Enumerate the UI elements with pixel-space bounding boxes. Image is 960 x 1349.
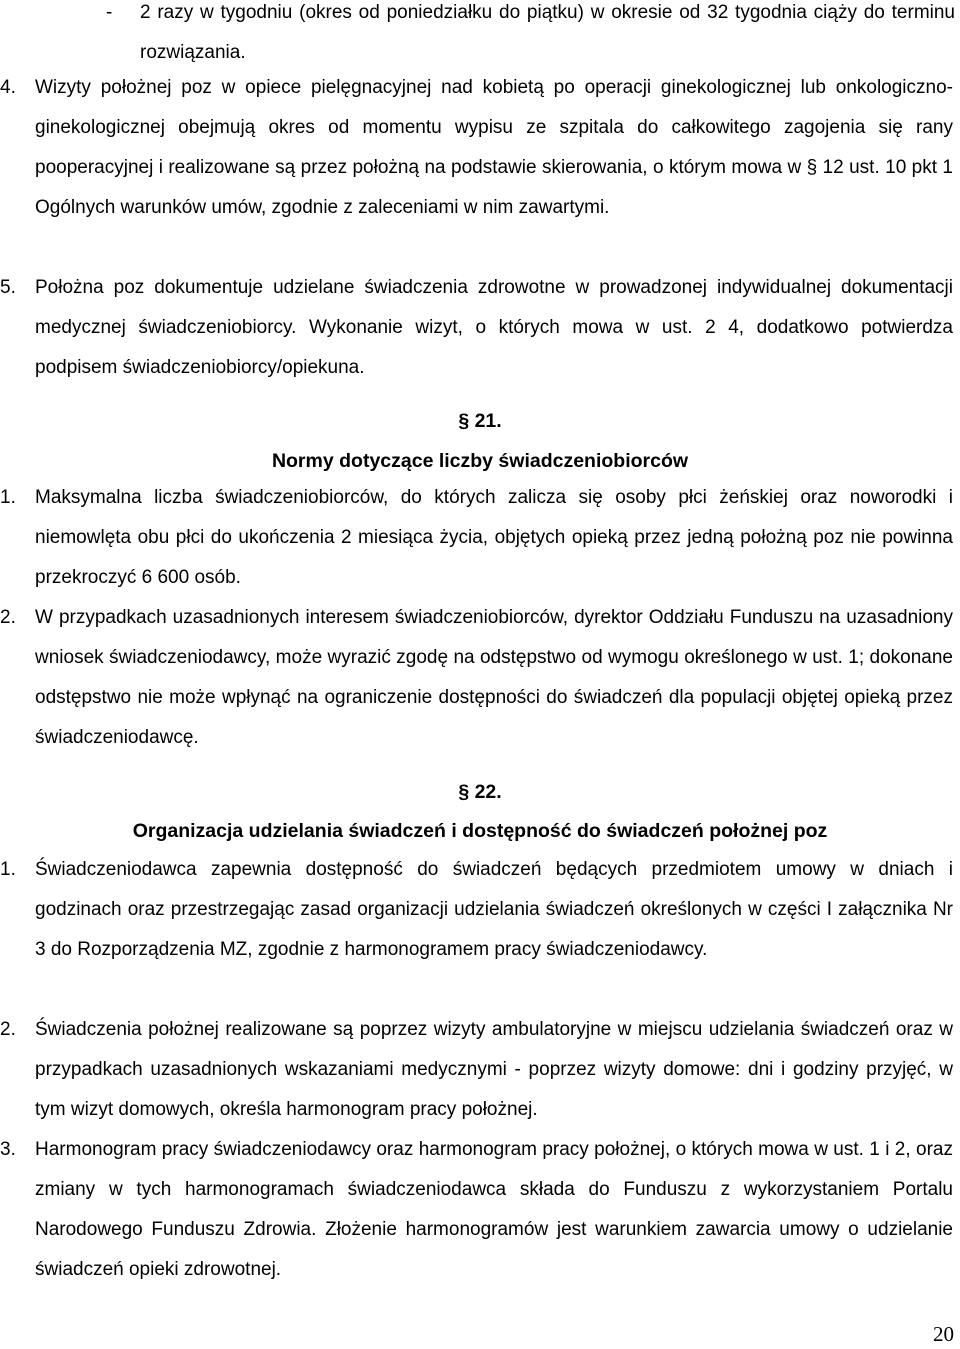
item-number: 3. bbox=[0, 1139, 16, 1160]
intro-list-item bbox=[0, 0, 960, 73]
section22-item-1 bbox=[0, 850, 960, 970]
section21-item-1 bbox=[0, 478, 960, 598]
section-title: Normy dotyczące liczby świadczeniobiorców bbox=[271, 450, 689, 472]
item-text: Położna poz dokumentuje udzielane świadczenia zdrowotne w prowadzonej indywidualnej dokumentacji medycznej świadczeniobiorcy. Wykonanie wizyt, o których mowa w ust. 2 4, dodatkowo potwierdza podpisem świadczeniobiorcy/opiekuna. bbox=[35, 277, 953, 378]
item-number: 4. bbox=[0, 77, 16, 98]
item-text: Wizyty położnej poz w opiece pielęgnacyjnej nad kobietą po operacji ginekologicznej lub onkologiczno-ginekologicznej obejmują okres od momentu wypisu ze szpitala do całkowitego zagojenia się rany pooperacyjnej i realizowane są przez położną na podstawie skierowania, o którym mowa w § 12 ust. 10 pkt 1 Ogólnych warunków umów, zgodnie z zaleceniami w nim zawartymi. bbox=[35, 77, 953, 218]
section21-item-2 bbox=[0, 598, 960, 758]
section22-item-2 bbox=[0, 1010, 960, 1130]
paragraph-item-5 bbox=[0, 268, 960, 388]
section-title: Organizacja udzielania świadczeń i dostępność do świadczeń położnej poz bbox=[132, 820, 828, 842]
section-number: § 21. bbox=[458, 410, 502, 432]
item-number: 2. bbox=[0, 607, 16, 628]
item-text: Harmonogram pracy świadczeniodawcy oraz harmonogram pracy położnej, o których mowa w ust. 1 i 2, oraz zmiany w tych harmonogramach świadczeniodawca składa do Funduszu z wykorzystaniem Portalu Narodowego Funduszu Zdrowia. Złożenie harmonogramów jest warunkiem zawarcia umowy o udzielanie świadczeń opieki zdrowotnej. bbox=[35, 1139, 953, 1280]
item-number: 5. bbox=[0, 277, 16, 298]
item-text: Maksymalna liczba świadczeniobiorców, do których zalicza się osoby płci żeńskiej oraz noworodki i niemowlęta obu płci do ukończenia 2 miesiąca życia, objętych opieką przez jedną położną poz nie powinna przekroczyć 6 600 osób. bbox=[35, 487, 953, 588]
list-item-text: 2 razy w tygodniu (okres od poniedziałku do piątku) w okresie od 32 tygodnia ciąży do terminu rozwiązania. bbox=[140, 2, 955, 63]
item-text: Świadczeniodawca zapewnia dostępność do świadczeń będących przedmiotem umowy w dniach i godzinach oraz przestrzegając zasad organizacji udzielania świadczeń określonych w części I załącznika Nr 3 do Rozporządzenia MZ, zgodnie z harmonogramem pracy świadczeniodawcy. bbox=[35, 859, 953, 960]
item-number: 1. bbox=[0, 859, 16, 880]
item-number: 2. bbox=[0, 1019, 16, 1040]
section22-item-3 bbox=[0, 1130, 960, 1290]
paragraph-item-4 bbox=[0, 68, 960, 228]
page-number: 20 bbox=[933, 1322, 954, 1346]
item-number: 1. bbox=[0, 487, 16, 508]
list-marker: - bbox=[106, 2, 113, 23]
item-text: Świadczenia położnej realizowane są poprzez wizyty ambulatoryjne w miejscu udzielania świadczeń oraz w przypadkach uzasadnionych wskazaniami medycznymi - poprzez wizyty domowe: dni i godziny przyjęć, w tym wizyt domowych, określa harmonogram pracy położnej. bbox=[35, 1019, 953, 1120]
item-text: W przypadkach uzasadnionych interesem świadczeniobiorców, dyrektor Oddziału Funduszu na uzasadniony wniosek świadczeniodawcy, może wyrazić zgodę na odstępstwo od wymogu określonego w ust. 1; dokonane odstępstwo nie może wpłynąć na ograniczenie dostępności do świadczeń dla populacji objętej opieką przez świadczeniodawcę. bbox=[35, 607, 953, 748]
section-number: § 22. bbox=[458, 781, 502, 803]
